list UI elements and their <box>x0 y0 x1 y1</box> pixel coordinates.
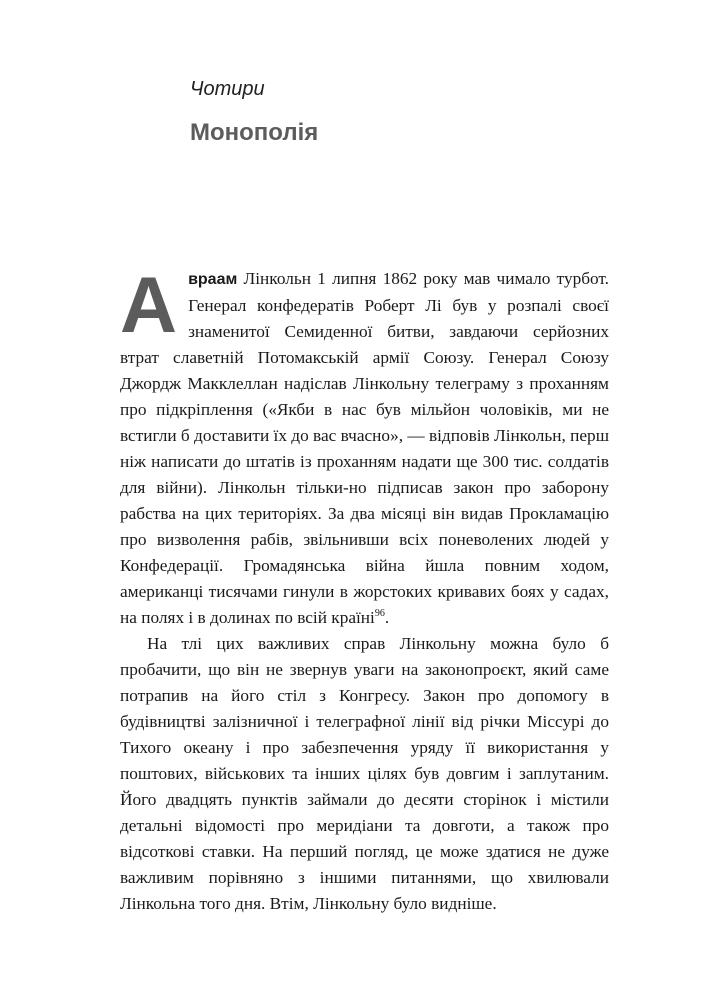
lead-word: враам <box>188 271 238 288</box>
footnote-reference[interactable]: 96 <box>374 608 385 620</box>
drop-cap: А <box>120 260 178 349</box>
paragraph-2: На тлі цих важливих справ Лінкольну можна було б пробачити, що він не звернув уваги на законопроєкт, який саме потрапив на його стіл з Конгресу. Закон про допомогу в будівництві залізничної і телеграфної лінії від річки Міссурі до Тихого океану і про забезпечення уряду її використання у поштових, військових та інших цілях був довгим і заплутаним. Його двадцять пунктів займали до десяти сторінок і містили детальні відомості про меридіани та довготи, а також про відсоткові ставки. На перший погляд, це може здатися не дуже важливим порівняно з іншими питаннями, що хвилювали Лінкольна того дня. Втім, Лінкольну було видніше. <box>120 634 609 913</box>
paragraph-1 <box>120 260 609 631</box>
chapter-number: Чотири <box>190 78 265 100</box>
paragraph-1-text: Лінкольн 1 липня 1862 року мав чимало турбот. Генерал конфедератів Роберт Лі був у розпалі своєї знаменитої Семиденної битви, завдаючи серйозних втрат славетній Потомакській армії Союзу. Генерал Союзу Джордж Макклеллан надіслав Лінкольну телеграму з проханням про підкріплення («Якби в нас був мільйон чоловіків, ми не встигли б доставити їх до вас вчасно», — відповів Лінкольн, перш ніж написати до штатів із проханням надати ще 300 тис. солдатів для війни). Лінкольн тільки-но підписав закон про заборону рабства на цих територіях. За два місяці він видав Прокламацію про визволення рабів, звільнивши всіх поневолених людей у Конфедерації. Громадянська війна йшла повним ходом, американці тисячами гинули в жорстоких кривавих боях у садах, на полях і в долинах по всій країні <box>120 269 609 627</box>
chapter-title: Монополія <box>190 119 319 146</box>
paragraph-1-end: . <box>384 608 390 627</box>
chapter-text <box>120 260 609 917</box>
